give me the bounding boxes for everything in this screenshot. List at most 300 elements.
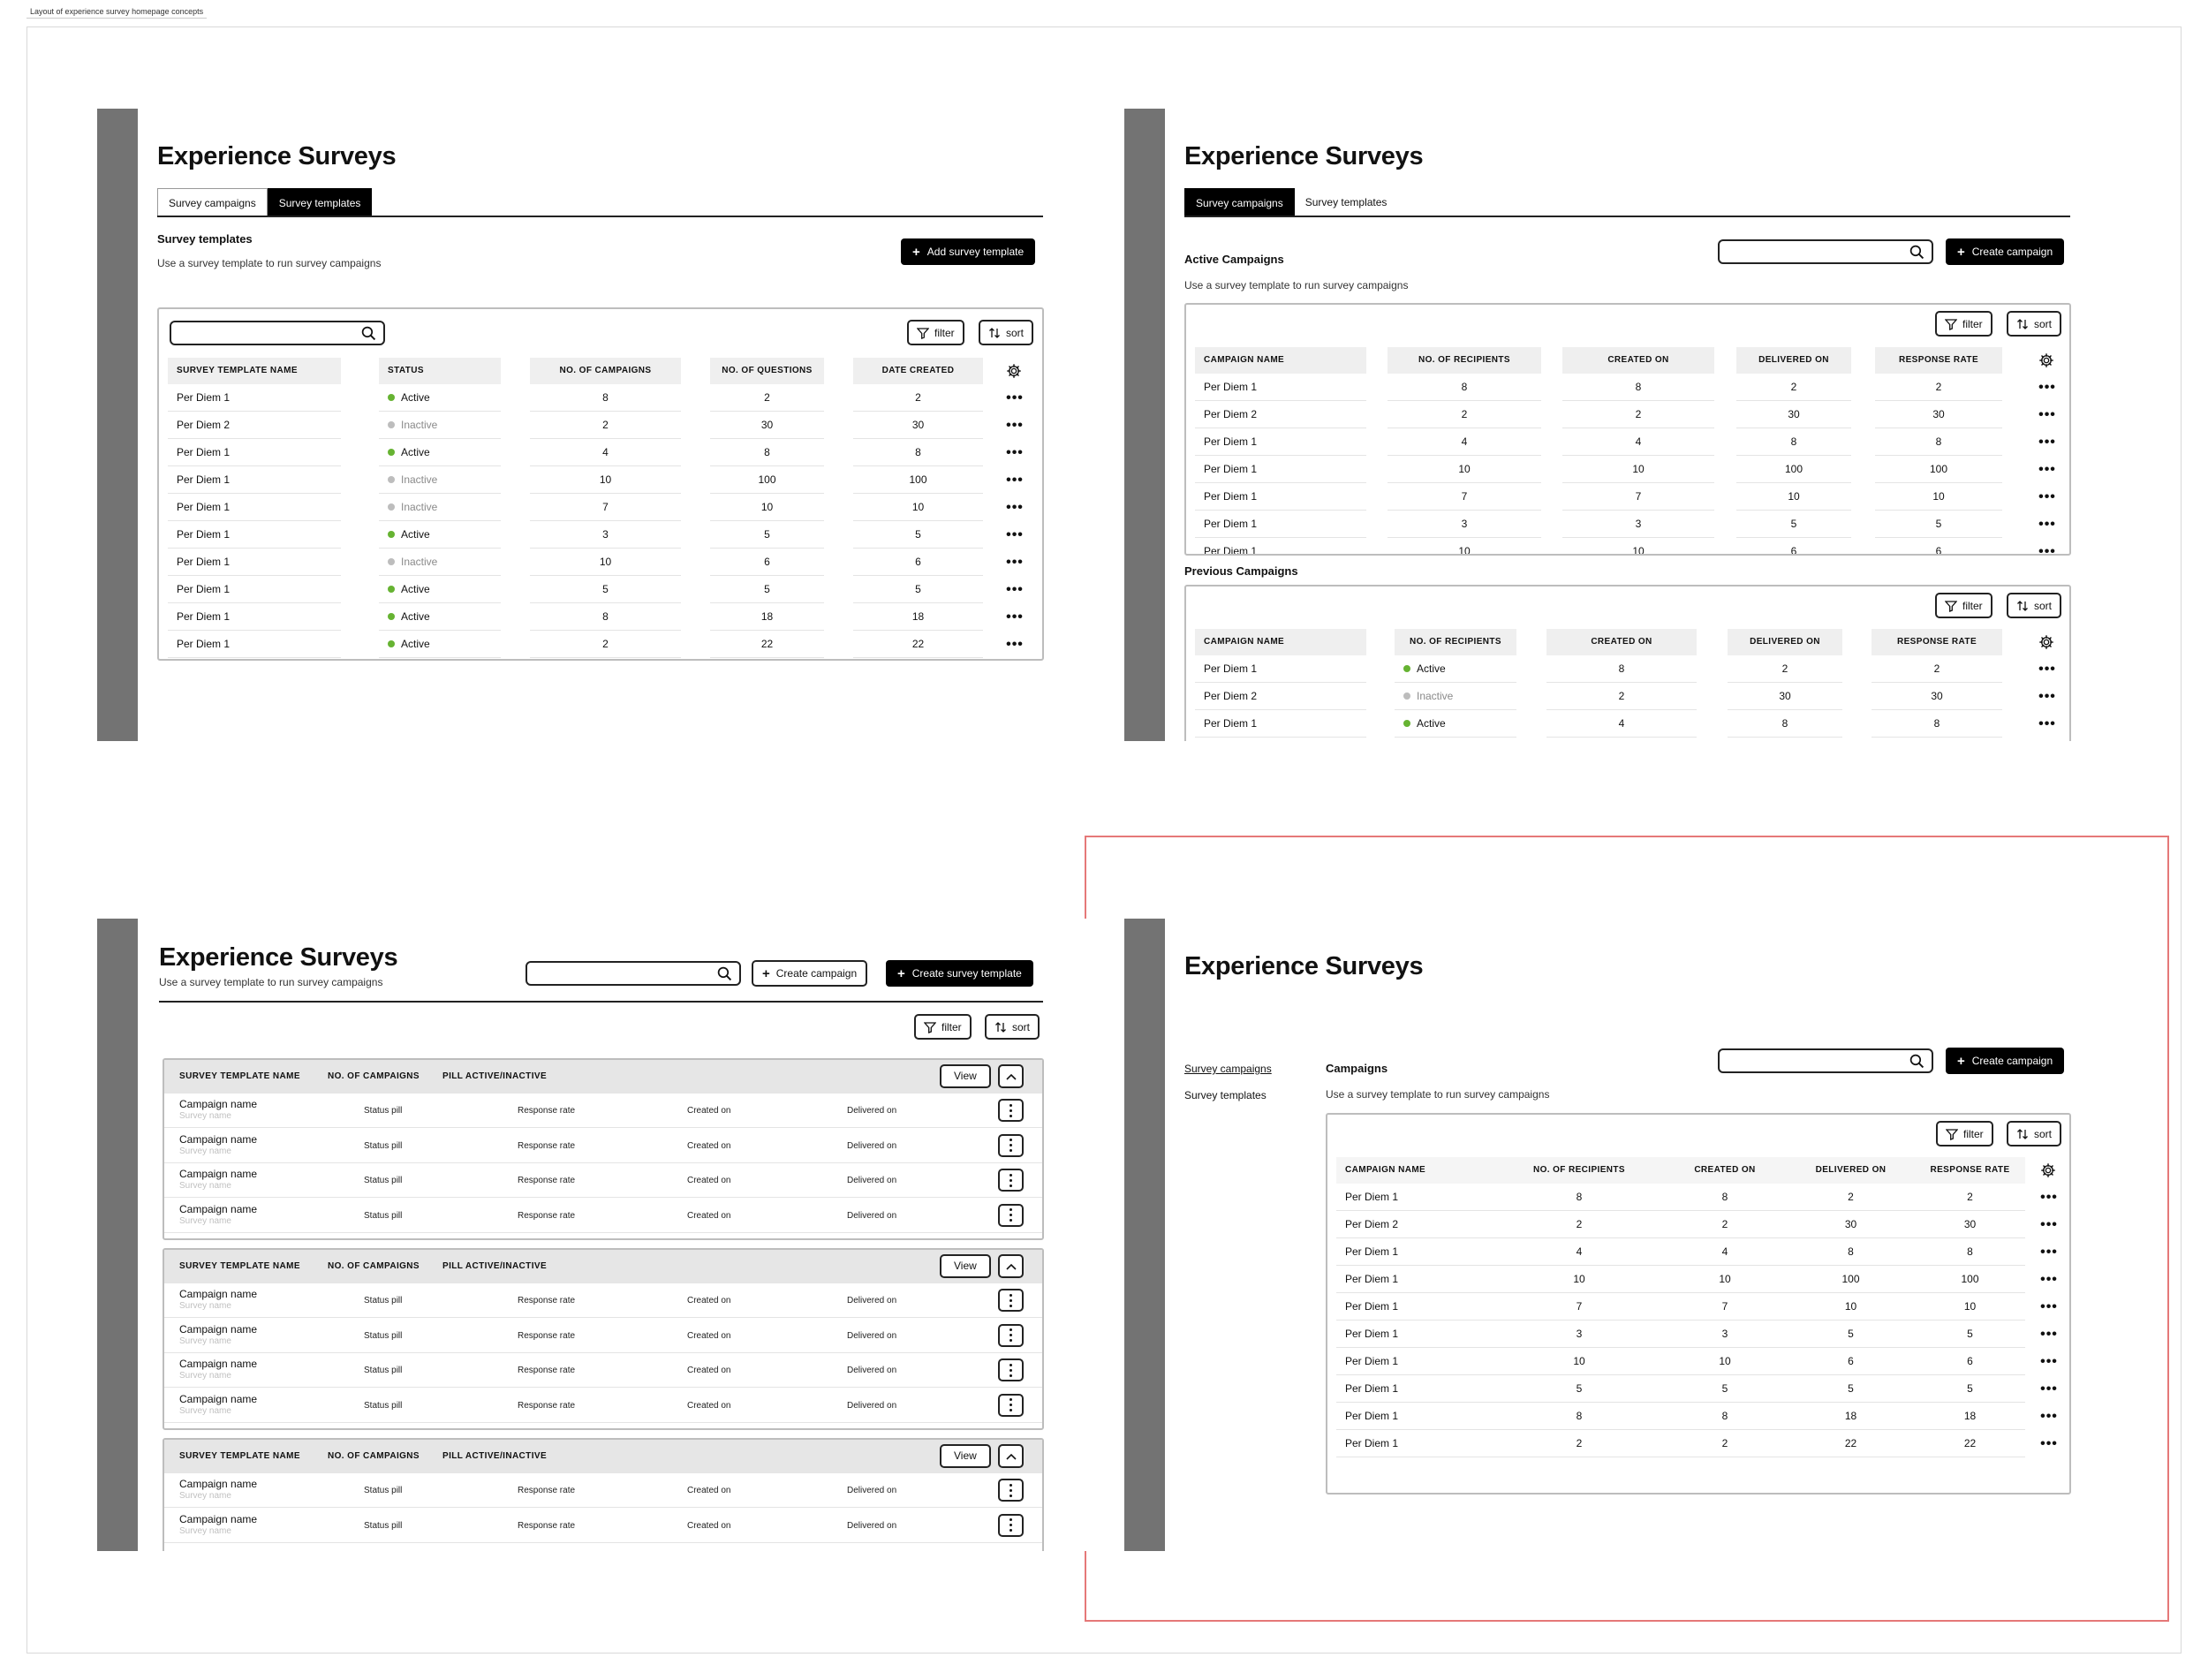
table-cell: 22 <box>1915 1430 2025 1457</box>
table-cell: 8 <box>1875 428 2002 456</box>
more-options-icon[interactable]: ••• <box>2040 1409 2058 1424</box>
more-vertical-icon[interactable] <box>998 1204 1024 1227</box>
table-cell: 8 <box>1495 1403 1663 1430</box>
sort-icon <box>988 327 1001 339</box>
table-row[interactable] <box>1195 428 2062 456</box>
col-delivered-on[interactable]: DELIVERED ON <box>1728 629 1842 655</box>
table-cell: 7 <box>530 494 681 521</box>
status-cell <box>379 576 501 603</box>
col-response-rate[interactable]: RESPONSE RATE <box>1872 629 2002 655</box>
campaign-row[interactable] <box>164 1094 1042 1128</box>
add-survey-template-label: Add survey template <box>926 246 1025 258</box>
table-cell: 3 <box>530 521 681 549</box>
table-cell: 5 <box>530 576 681 603</box>
table-cell: 10 <box>530 549 681 576</box>
status-label: Active <box>1417 717 1446 730</box>
search-input[interactable] <box>1718 239 1933 264</box>
table-row[interactable] <box>168 521 1035 549</box>
table-row[interactable] <box>1195 401 2062 428</box>
table-cell: Per Diem 1 <box>1336 1184 1495 1211</box>
create-campaign-button[interactable] <box>752 960 867 987</box>
table-cell: 4 <box>1495 1238 1663 1266</box>
table-cell: 3 <box>1663 1321 1787 1348</box>
col-recipients[interactable]: NO. OF RECIPIENTS <box>1495 1157 1663 1184</box>
status-pill: Status pill <box>364 1210 403 1221</box>
status-pill: Status pill <box>364 1400 403 1411</box>
table-cell: Per Diem 1 <box>1336 1403 1495 1430</box>
status-pill: Status pill <box>364 1520 403 1531</box>
sort-button[interactable] <box>985 1014 1040 1040</box>
table-cell: 6 <box>1736 538 1851 556</box>
response-rate: Response rate <box>518 1520 576 1531</box>
col-created-on[interactable]: CREATED ON <box>1562 347 1714 374</box>
table-cell: 100 <box>853 466 983 494</box>
more-options-icon[interactable]: ••• <box>2040 1245 2058 1260</box>
table-cell: 30 <box>1872 683 2002 710</box>
active-campaigns-card <box>1184 303 2071 556</box>
more-options-icon[interactable]: ••• <box>1006 500 1024 515</box>
table-cell: 8 <box>1787 1238 1915 1266</box>
delivered-on: Delivered on <box>847 1106 897 1116</box>
tab-survey-campaigns[interactable]: Survey campaigns <box>157 188 268 216</box>
more-options-icon[interactable]: ••• <box>2040 1272 2058 1287</box>
more-options-icon[interactable]: ••• <box>2038 544 2056 556</box>
table-row[interactable] <box>1336 1238 2062 1266</box>
col-created-on[interactable]: CREATED ON <box>1546 629 1697 655</box>
table-cell: Per Diem 1 <box>1336 1375 1495 1403</box>
more-options-icon[interactable]: ••• <box>1006 390 1024 405</box>
table-row[interactable] <box>1195 710 2062 738</box>
search-icon <box>361 326 376 341</box>
campaign-name: Campaign name <box>179 1392 258 1405</box>
more-options-icon[interactable]: ••• <box>2038 517 2056 532</box>
table-cell: Per Diem 1 <box>1195 456 1366 483</box>
more-vertical-icon[interactable] <box>998 1169 1024 1192</box>
status-dot <box>388 531 395 538</box>
status-cell <box>1395 710 1516 738</box>
response-rate: Response rate <box>518 1400 576 1411</box>
status-cell <box>379 549 501 576</box>
col-delivered-on[interactable]: DELIVERED ON <box>1736 347 1851 374</box>
status-pill: Status pill <box>364 1106 403 1116</box>
table-row[interactable] <box>1195 483 2062 511</box>
table-cell: 5 <box>1787 1375 1915 1403</box>
col-response-rate[interactable]: RESPONSE RATE <box>1875 347 2002 374</box>
view-button[interactable]: View <box>940 1444 991 1468</box>
search-input[interactable] <box>526 961 741 986</box>
table-cell: 10 <box>1663 1266 1787 1293</box>
table-cell: 2 <box>1915 1184 2025 1211</box>
canvas-label: Layout of experience survey homepage concepts <box>26 5 207 19</box>
sort-label: sort <box>2034 599 2053 612</box>
sidebar <box>97 919 138 1551</box>
more-options-icon[interactable]: ••• <box>1006 637 1024 652</box>
table-row[interactable] <box>168 494 1035 521</box>
col-campaign-name[interactable]: CAMPAIGN NAME <box>1195 347 1366 374</box>
more-options-icon[interactable]: ••• <box>1006 555 1024 570</box>
more-options-icon[interactable]: ••• <box>1006 582 1024 597</box>
collapse-button[interactable] <box>998 1444 1024 1468</box>
more-options-icon[interactable]: ••• <box>2038 435 2056 450</box>
more-options-icon[interactable]: ••• <box>2038 662 2056 677</box>
view-button[interactable]: View <box>940 1064 991 1088</box>
table-cell: 7 <box>1562 483 1714 511</box>
more-vertical-icon[interactable] <box>998 1358 1024 1381</box>
table-cell: 5 <box>710 521 824 549</box>
table-cell: 2 <box>1562 401 1714 428</box>
created-on: Created on <box>687 1210 731 1221</box>
campaign-name: Campaign name <box>179 1168 258 1180</box>
status-pill: Status pill <box>364 1366 403 1375</box>
tab-survey-templates[interactable]: Survey templates <box>268 188 373 216</box>
campaigns-card <box>1326 1113 2071 1495</box>
sort-button[interactable] <box>2007 311 2061 337</box>
survey-name: Survey name <box>179 1371 231 1381</box>
more-options-icon[interactable]: ••• <box>2040 1436 2058 1451</box>
table-row[interactable] <box>1195 538 2062 556</box>
more-options-icon[interactable]: ••• <box>2038 689 2056 704</box>
table-cell: 2 <box>1728 655 1842 683</box>
table-row[interactable] <box>168 603 1035 631</box>
table-row[interactable] <box>1195 655 2062 683</box>
table-cell: 6 <box>853 549 983 576</box>
table-cell: 8 <box>1728 710 1842 738</box>
table-header <box>1195 347 2062 374</box>
col-response-rate[interactable]: RESPONSE RATE <box>1915 1157 2025 1184</box>
status-label: Active <box>401 391 430 404</box>
col-created-on[interactable]: CREATED ON <box>1663 1157 1787 1184</box>
table-cell: 6 <box>710 549 824 576</box>
delivered-on: Delivered on <box>847 1486 897 1495</box>
status-label: Active <box>1417 662 1446 675</box>
sort-button[interactable] <box>2007 593 2061 618</box>
filter-button[interactable] <box>914 1014 972 1040</box>
previous-campaigns-title: Previous Campaigns <box>1184 564 1298 578</box>
gear-icon[interactable] <box>2038 352 2054 368</box>
add-survey-template-button[interactable] <box>901 238 1035 265</box>
filter-icon <box>924 1021 936 1033</box>
sort-label: sort <box>2034 1127 2053 1140</box>
filter-label: filter <box>1962 599 1983 612</box>
table-row[interactable] <box>1336 1375 2062 1403</box>
campaign-row[interactable] <box>164 1199 1042 1233</box>
campaign-row[interactable] <box>164 1389 1042 1423</box>
collapse-button[interactable] <box>998 1254 1024 1278</box>
filter-button[interactable] <box>1935 593 1992 618</box>
sort-icon <box>2016 600 2029 612</box>
table-cell: 6 <box>1787 1348 1915 1375</box>
created-on: Created on <box>687 1330 731 1341</box>
status-cell <box>379 412 501 439</box>
table-cell: 5 <box>1915 1375 2025 1403</box>
col-campaign-name[interactable]: CAMPAIGN NAME <box>1195 629 1366 655</box>
delivered-on: Delivered on <box>847 1176 897 1185</box>
status-dot <box>388 503 395 511</box>
table-cell: 8 <box>1663 1184 1787 1211</box>
status-dot <box>388 640 395 647</box>
filter-button[interactable] <box>1935 311 1992 337</box>
table-cell: Per Diem 1 <box>1336 1293 1495 1321</box>
created-on: Created on <box>687 1140 731 1151</box>
table-row[interactable] <box>168 412 1035 439</box>
tab-bar <box>157 188 372 216</box>
more-vertical-icon[interactable] <box>998 1134 1024 1157</box>
create-survey-template-button[interactable] <box>886 960 1033 987</box>
status-cell <box>1395 655 1516 683</box>
tab-survey-campaigns[interactable]: Survey campaigns <box>1184 188 1295 216</box>
response-rate: Response rate <box>518 1210 576 1221</box>
group-status-pill: PILL ACTIVE/INACTIVE <box>442 1071 548 1081</box>
more-options-icon[interactable]: ••• <box>2040 1354 2058 1369</box>
table-cell: 7 <box>1388 483 1541 511</box>
delivered-on: Delivered on <box>847 1330 897 1341</box>
table-cell: 2 <box>1736 374 1851 401</box>
status-dot <box>388 558 395 565</box>
chevron-up-icon <box>1006 1073 1017 1080</box>
table-cell: 8 <box>853 439 983 466</box>
chevron-up-icon <box>1006 1453 1017 1460</box>
section-subtitle: Use a survey template to run survey campaigns <box>1326 1088 1550 1101</box>
nav-survey-campaigns[interactable]: Survey campaigns <box>1184 1063 1272 1075</box>
table-cell: 30 <box>1915 1211 2025 1238</box>
status-cell <box>379 466 501 494</box>
table-row[interactable] <box>1336 1321 2062 1348</box>
plus-icon: + <box>762 965 770 981</box>
more-vertical-icon[interactable] <box>998 1099 1024 1122</box>
more-vertical-icon[interactable] <box>998 1479 1024 1502</box>
filter-button[interactable] <box>1936 1121 1993 1146</box>
page-title: Experience Surveys <box>1184 952 1424 980</box>
table-cell: 22 <box>853 631 983 658</box>
status-label: Active <box>401 638 430 650</box>
survey-name: Survey name <box>179 1111 231 1121</box>
group-campaign-count: NO. OF CAMPAIGNS <box>328 1071 420 1081</box>
gear-icon[interactable] <box>2038 634 2054 650</box>
create-campaign-button[interactable] <box>1946 238 2064 265</box>
sort-button[interactable] <box>2007 1121 2061 1146</box>
more-vertical-icon[interactable] <box>998 1514 1024 1537</box>
gear-icon[interactable] <box>1006 363 1022 379</box>
campaign-row[interactable] <box>164 1163 1042 1198</box>
table-cell: Per Diem 1 <box>1336 1348 1495 1375</box>
concept-4-frame <box>1124 919 2122 1551</box>
campaign-row[interactable] <box>164 1509 1042 1543</box>
table-cell: 8 <box>1562 374 1714 401</box>
table-cell: 3 <box>1388 511 1541 538</box>
table-cell: 30 <box>1787 1211 1915 1238</box>
campaign-row[interactable] <box>164 1319 1042 1353</box>
templates-card <box>157 307 1044 661</box>
table-cell: 10 <box>853 494 983 521</box>
table-cell: Per Diem 2 <box>168 412 341 439</box>
table-row[interactable] <box>1336 1348 2062 1375</box>
table-row[interactable] <box>168 439 1035 466</box>
col-status[interactable]: STATUS <box>379 358 501 384</box>
table-row[interactable] <box>1336 1266 2062 1293</box>
table-cell: 6 <box>1875 538 2002 556</box>
table-cell: Per Diem 1 <box>1195 538 1366 556</box>
table-row[interactable] <box>1336 1403 2062 1430</box>
table-row[interactable] <box>168 466 1035 494</box>
table-row[interactable] <box>1195 511 2062 538</box>
search-input[interactable] <box>170 321 385 345</box>
col-recipients[interactable]: NO. OF RECIPIENTS <box>1395 629 1516 655</box>
status-pill: Status pill <box>364 1176 403 1185</box>
filter-label: filter <box>1962 317 1983 330</box>
plus-icon: + <box>912 244 920 260</box>
table-cell: 4 <box>530 439 681 466</box>
table-header <box>168 358 1035 384</box>
sidebar <box>1124 109 1165 741</box>
table-cell: 22 <box>1787 1430 1915 1457</box>
more-options-icon[interactable]: ••• <box>1006 473 1024 488</box>
filter-button[interactable] <box>907 320 964 345</box>
created-on: Created on <box>687 1366 731 1375</box>
table-row[interactable] <box>1336 1430 2062 1457</box>
concept-3-frame <box>97 919 1095 1551</box>
campaign-row[interactable] <box>164 1283 1042 1318</box>
table-cell: 10 <box>1787 1293 1915 1321</box>
more-options-icon[interactable]: ••• <box>2040 1190 2058 1205</box>
col-campaign-name[interactable]: CAMPAIGN NAME <box>1336 1157 1495 1184</box>
create-campaign-button[interactable] <box>1946 1048 2064 1074</box>
more-options-icon[interactable]: ••• <box>2040 1381 2058 1396</box>
nav-survey-templates[interactable]: Survey templates <box>1184 1089 1267 1101</box>
status-dot <box>388 586 395 593</box>
status-cell <box>379 521 501 549</box>
more-options-icon[interactable]: ••• <box>2038 407 2056 422</box>
page-title: Experience Surveys <box>159 943 398 972</box>
filter-label: filter <box>1963 1127 1984 1140</box>
table-row[interactable] <box>1336 1184 2062 1211</box>
view-button[interactable]: View <box>940 1254 991 1278</box>
campaign-row[interactable] <box>164 1353 1042 1388</box>
group-template-name: SURVEY TEMPLATE NAME <box>179 1261 300 1271</box>
gear-icon[interactable] <box>2040 1162 2056 1178</box>
more-options-icon[interactable]: ••• <box>1006 527 1024 542</box>
table-cell: 5 <box>1663 1375 1787 1403</box>
more-options-icon[interactable]: ••• <box>2040 1217 2058 1232</box>
table-cell: Per Diem 1 <box>1195 511 1366 538</box>
more-options-icon[interactable]: ••• <box>2038 462 2056 477</box>
table-cell: 10 <box>530 466 681 494</box>
chevron-up-icon <box>1006 1263 1017 1270</box>
table-cell: Per Diem 1 <box>1195 710 1366 738</box>
table-cell: Per Diem 1 <box>168 466 341 494</box>
more-options-icon[interactable]: ••• <box>1006 418 1024 433</box>
campaign-name: Campaign name <box>179 1478 258 1490</box>
created-on: Created on <box>687 1400 731 1411</box>
col-date-created[interactable]: DATE CREATED <box>853 358 983 384</box>
table-row[interactable] <box>1195 456 2062 483</box>
table-row[interactable] <box>1195 374 2062 401</box>
table-cell: 5 <box>1875 511 2002 538</box>
table-cell: 2 <box>1546 683 1697 710</box>
table-row[interactable] <box>1336 1293 2062 1321</box>
table-cell: Per Diem 1 <box>1336 1430 1495 1457</box>
campaign-name: Campaign name <box>179 1202 258 1215</box>
filter-icon <box>1945 318 1957 330</box>
sort-button[interactable] <box>979 320 1033 345</box>
table-row[interactable] <box>168 549 1035 576</box>
table-row[interactable] <box>168 384 1035 412</box>
more-vertical-icon[interactable] <box>998 1394 1024 1417</box>
section-subtitle: Use a survey template to run survey campaigns <box>157 257 382 269</box>
table-cell: Per Diem 1 <box>168 631 341 658</box>
status-pill: Status pill <box>364 1330 403 1341</box>
table-cell: 3 <box>1495 1321 1663 1348</box>
table-cell: 10 <box>1388 456 1541 483</box>
delivered-on: Delivered on <box>847 1140 897 1151</box>
table-cell: Per Diem 1 <box>168 384 341 412</box>
concept-1-frame <box>97 109 1095 741</box>
col-delivered-on[interactable]: DELIVERED ON <box>1787 1157 1915 1184</box>
table-cell: 2 <box>1872 655 2002 683</box>
more-options-icon[interactable]: ••• <box>2038 489 2056 504</box>
delivered-on: Delivered on <box>847 1296 897 1305</box>
table-cell: 5 <box>1495 1375 1663 1403</box>
table-cell: 2 <box>530 631 681 658</box>
table-cell: 10 <box>1388 538 1541 556</box>
survey-name: Survey name <box>179 1405 231 1416</box>
table-row[interactable] <box>168 576 1035 603</box>
table-cell: Per Diem 1 <box>1336 1266 1495 1293</box>
survey-name: Survey name <box>179 1301 231 1311</box>
search-input[interactable] <box>1718 1048 1933 1073</box>
campaign-row[interactable] <box>164 1473 1042 1508</box>
table-row[interactable] <box>1336 1211 2062 1238</box>
table-cell: 5 <box>710 576 824 603</box>
table-cell: 8 <box>1546 655 1697 683</box>
table-cell: 100 <box>1915 1266 2025 1293</box>
table-cell: 2 <box>1495 1430 1663 1457</box>
more-options-icon[interactable]: ••• <box>2038 380 2056 395</box>
table-cell: 5 <box>1736 511 1851 538</box>
col-campaigns[interactable]: NO. OF CAMPAIGNS <box>530 358 681 384</box>
tab-bar <box>1184 188 1397 216</box>
page-title: Experience Surveys <box>157 142 397 170</box>
table-cell: Per Diem 2 <box>1336 1211 1495 1238</box>
response-rate: Response rate <box>518 1140 576 1151</box>
table-cell: 10 <box>1915 1293 2025 1321</box>
col-recipients[interactable]: NO. OF RECIPIENTS <box>1388 347 1541 374</box>
more-options-icon[interactable]: ••• <box>2040 1327 2058 1342</box>
response-rate: Response rate <box>518 1486 576 1495</box>
table-cell: 18 <box>1787 1403 1915 1430</box>
col-template-name[interactable]: SURVEY TEMPLATE NAME <box>168 358 341 384</box>
table-cell: 4 <box>1546 710 1697 738</box>
more-vertical-icon[interactable] <box>998 1324 1024 1347</box>
tab-survey-templates[interactable]: Survey templates <box>1295 188 1398 216</box>
col-questions[interactable]: NO. OF QUESTIONS <box>710 358 824 384</box>
status-dot <box>1403 720 1410 727</box>
table-cell: 7 <box>1663 1293 1787 1321</box>
more-options-icon[interactable]: ••• <box>1006 609 1024 624</box>
table-row[interactable] <box>168 631 1035 658</box>
sidebar <box>97 109 138 741</box>
more-options-icon[interactable]: ••• <box>1006 445 1024 460</box>
survey-name: Survey name <box>179 1181 231 1191</box>
collapse-button[interactable] <box>998 1064 1024 1088</box>
campaign-row[interactable] <box>164 1129 1042 1163</box>
table-cell: Per Diem 2 <box>1195 401 1366 428</box>
more-vertical-icon[interactable] <box>998 1289 1024 1312</box>
more-options-icon[interactable]: ••• <box>2038 716 2056 731</box>
table-row[interactable] <box>1195 683 2062 710</box>
table-cell: 10 <box>1562 456 1714 483</box>
table-cell: 6 <box>1915 1348 2025 1375</box>
more-options-icon[interactable]: ••• <box>2040 1299 2058 1314</box>
